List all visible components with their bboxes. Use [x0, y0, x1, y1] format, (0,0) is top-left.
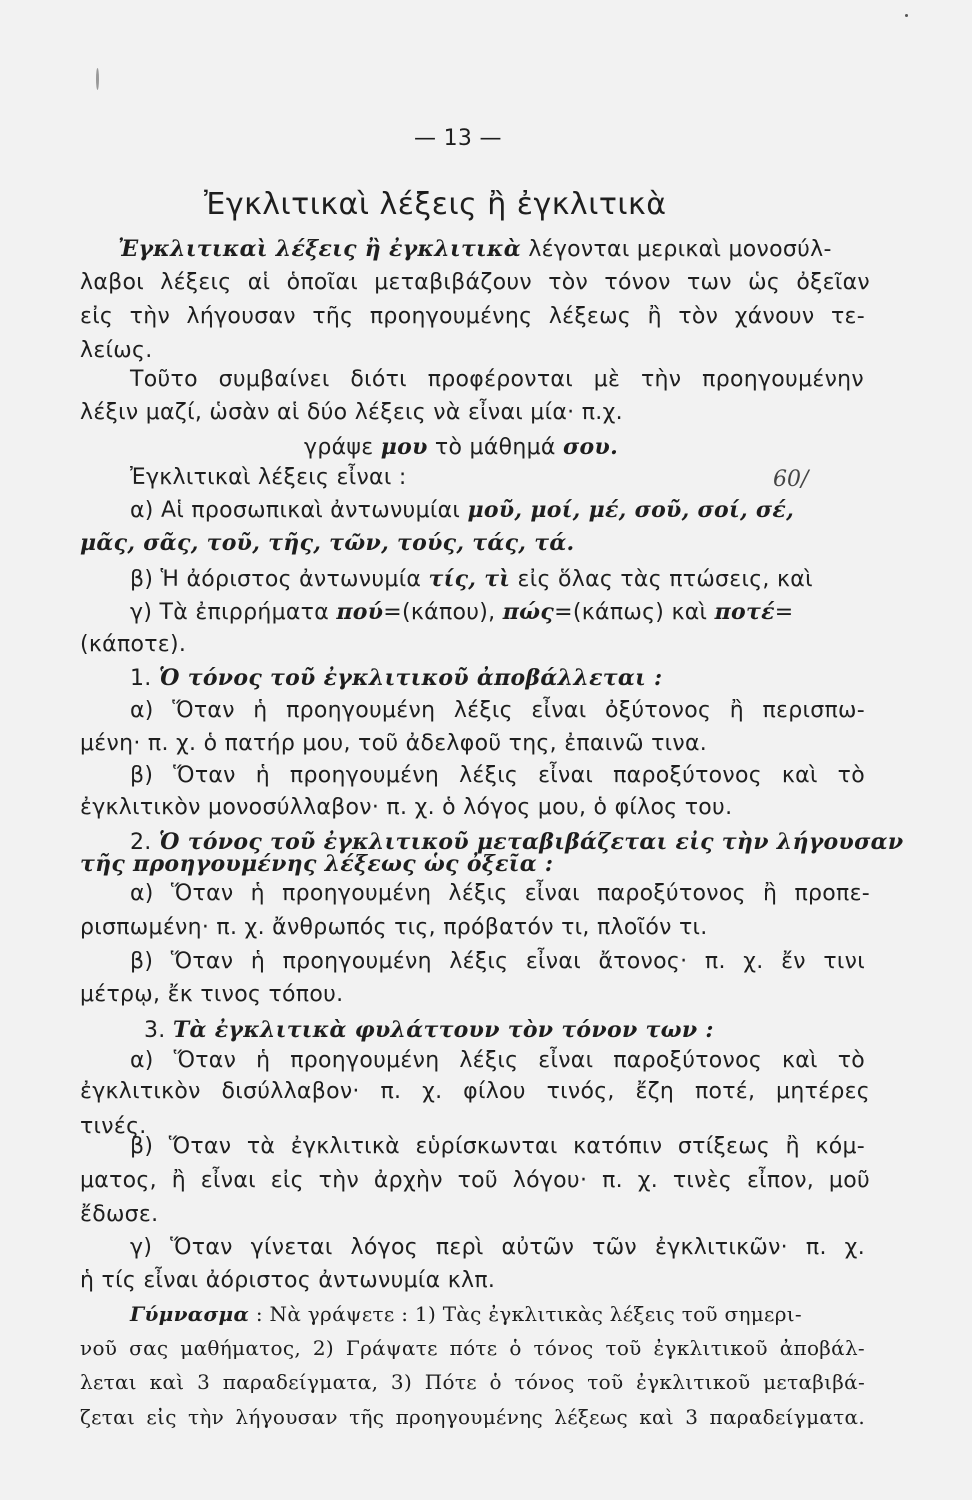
text-line: ματος, ἢ εἶναι εἰς τὴν ἀρχὴν τοῦ λόγου· π. χ. τινὲς εἶπον, μοῦ: [80, 1168, 870, 1193]
text-line: ἐγκλιτικὸν δισύλλαβον· π. χ. φίλου τινός, ἔζη ποτέ, μητέρες: [80, 1079, 870, 1104]
text-line: λαβοι λέξεις αἱ ὁποῖαι μεταβιβάζουν τὸν τόνον των ὡς ὀξεῖαν: [80, 270, 870, 295]
text-line: β) Ἡ ἀόριστος ἀντωνυμία τίς, τὶ εἰς ὅλας τὰς πτώσεις, καὶ: [130, 566, 813, 592]
exercise-line: λεται καὶ 3 παραδείγματα, 3) Πότε ὁ τόνος τοῦ ἐγκλιτικοῦ μεταβιβά-: [80, 1370, 865, 1394]
text-line: μένη· π. χ. ὁ πατήρ μου, τοῦ ἀδελφοῦ της, ἐπαινῶ τινα.: [80, 731, 708, 756]
text-line: β) Ὅταν ἡ προηγουμένη λέξις εἶναι ἄτονος· π. χ. ἔν τινι: [130, 949, 865, 974]
section-heading: 1. Ὁ τόνος τοῦ ἐγκλιτικοῦ ἀποβάλλεται :: [130, 665, 663, 691]
page-title: Ἐγκλιτικαὶ λέξεις ἢ ἐγκλιτικὰ: [204, 187, 667, 222]
text-line: α) Ὅταν ἡ προηγουμένη λέξις εἶναι ὀξύτονος ἢ περισπω-: [130, 698, 865, 723]
text-line: τινές.: [80, 1114, 147, 1139]
exercise-line: ζεται εἰς τὴν λήγουσαν τῆς προηγουμένης λέξεως καὶ 3 παραδείγματα.: [80, 1405, 865, 1429]
text-line: ἐγκλιτικὸν μονοσύλλαβον· π. χ. ὁ λόγος μου, ὁ φίλος του.: [80, 795, 733, 820]
text-line: εἰς τὴν λήγουσαν τῆς προηγουμένης λέξεως ἢ τὸν χάνουν τε-: [80, 304, 865, 329]
margin-note: 60/: [773, 467, 809, 492]
text-line: τῆς προηγουμένης λέξεως ὡς ὀξεῖα :: [80, 851, 554, 877]
text-line: (κάποτε).: [80, 632, 187, 657]
text-line: Τοῦτο συμβαίνει διότι προφέρονται μὲ τὴν προηγουμένην: [130, 367, 864, 392]
scan-speck: [96, 68, 99, 90]
text-line: γ) Τὰ ἐπιρρήματα πού=(κάπου), πώς=(κάπως) καὶ ποτέ=: [130, 599, 794, 625]
page-number: — 13 —: [414, 126, 502, 151]
text-line: Ἐγκλιτικαὶ λέξεις ἢ ἐγκλιτικὰ λέγονται μερικαὶ μονοσύλ-: [118, 236, 832, 262]
section-heading: 3. Τὰ ἐγκλιτικὰ φυλάττουν τὸν τόνον των :: [144, 1017, 714, 1043]
scan-speck: [905, 14, 908, 17]
text-line: β) Ὅταν τὰ ἐγκλιτικὰ εὑρίσκωνται κατόπιν στίξεως ἢ κόμ-: [130, 1134, 865, 1159]
text-line: λείως.: [80, 338, 153, 363]
text-line: γράψε μου τὸ μάθημά σου.: [304, 434, 619, 460]
exercise-line: νοῦ σας μαθήματος, 2) Γράψατε πότε ὁ τόνος τοῦ ἐγκλιτικοῦ ἀποβάλ-: [80, 1336, 865, 1360]
text-line: α) Ὅταν ἡ προηγουμένη λέξις εἶναι παροξύτονος καὶ τὸ: [130, 1048, 865, 1073]
text-line: Ἐγκλιτικαὶ λέξεις εἶναι :: [130, 465, 407, 490]
section-heading: 2. Ὁ τόνος τοῦ ἐγκλιτικοῦ μεταβιβάζεται εἰς τὴν λήγουσαν: [130, 829, 904, 855]
text-line: μᾶς, σᾶς, τοῦ, τῆς, τῶν, τούς, τάς, τά.: [80, 530, 575, 556]
text-line: α) Ὅταν ἡ προηγουμένη λέξις εἶναι παροξύτονος ἢ προπε-: [130, 881, 870, 906]
text-line: ρισπωμένη· π. χ. ἄνθρωπός τις, πρόβατόν τι, πλοῖόν τι.: [80, 915, 708, 940]
text-line: γ) Ὅταν γίνεται λόγος περὶ αὐτῶν τῶν ἐγκλιτικῶν· π. χ.: [130, 1235, 865, 1260]
text-line: ἡ τίς εἶναι ἀόριστος ἀντωνυμία κλπ.: [80, 1268, 496, 1293]
text-line: α) Αἱ προσωπικαὶ ἀντωνυμίαι μοῦ, μοί, μέ, σοῦ, σοί, σέ,: [130, 497, 795, 523]
text-line: λέξιν μαζί, ὡσὰν αἱ δύο λέξεις νὰ εἶναι μία· π.χ.: [80, 400, 623, 425]
text-line: ἔδωσε.: [80, 1202, 159, 1227]
text-line: μέτρῳ, ἔκ τινος τόπου.: [80, 982, 344, 1007]
text-line: β) Ὅταν ἡ προηγουμένη λέξις εἶναι παροξύτονος καὶ τὸ: [130, 763, 865, 788]
exercise-line: Γύμνασμα : Νὰ γράψετε : 1) Τὰς ἐγκλιτικὰς λέξεις τοῦ σημερι-: [130, 1302, 802, 1326]
